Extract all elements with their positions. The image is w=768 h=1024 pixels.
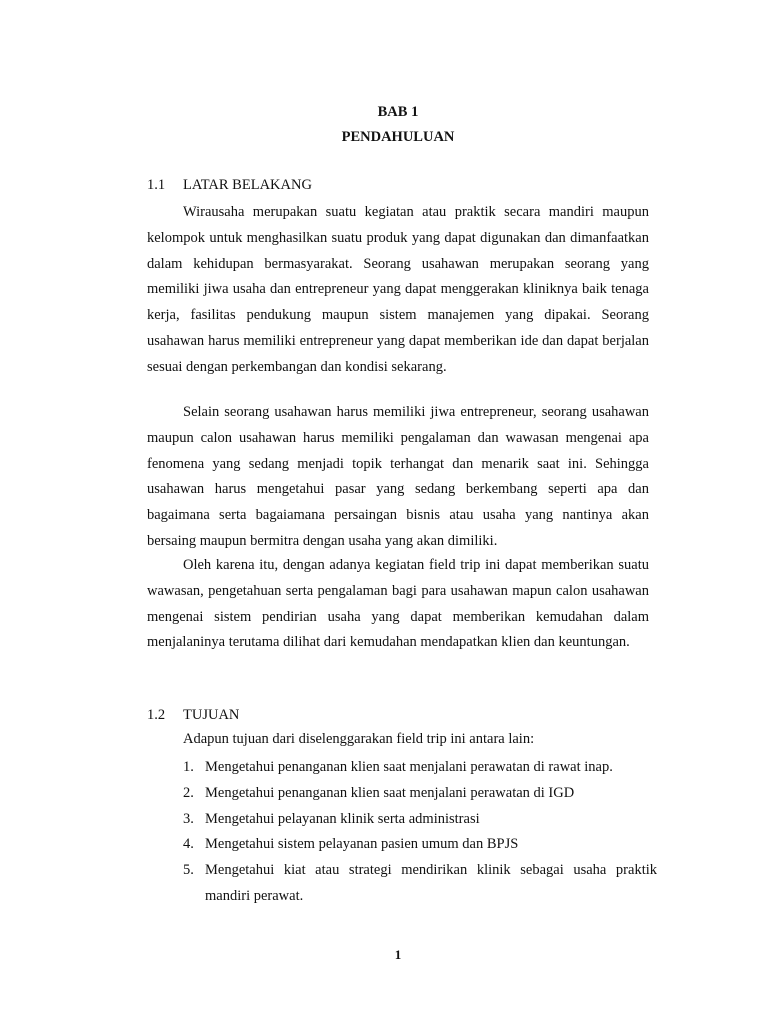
list-item	[183, 858, 657, 910]
list-item-number: 4.	[183, 836, 194, 853]
chapter-number: BAB 1	[377, 104, 419, 120]
list-item-number: 2.	[183, 784, 194, 801]
paragraph: Selain seorang usahawan harus memiliki jiwa entrepreneur, seorang usahawan maupun calon usahawan harus memiliki pengalaman dan wawasan mengenai apa fenomena yang sedang menjadi topik terhangat dan menarik saat ini. Sehingga usahawan harus mengetahui pasar yang sedang berkembang seperti apa dan bagaimana serta bagaiamana persaingan bisnis atau usaha yang nantinya akan bersaing maupun bermitra dengan usaha yang akan dimiliki.	[147, 404, 649, 549]
list-item-text: Mengetahui kiat atau strategi mendirikan klinik sebagai usaha praktik mandiri perawat.	[205, 862, 657, 904]
list-item-text: Mengetahui pelayanan klinik serta administrasi	[205, 810, 480, 827]
list-item	[183, 807, 657, 833]
list-item-number: 5.	[183, 862, 194, 879]
paragraph: Oleh karena itu, dengan adanya kegiatan field trip ini dapat memberikan suatu wawasan, pengetahuan serta pengalaman bagi para usahawan mapun calon usahawan mengenai sistem pendirian usaha yang dapat memberikan kemudahan dalam menjalaninya terutama dilihat dari kemudahan mendapatkan klien dan keuntungan.	[147, 557, 649, 651]
section-title: TUJUAN	[183, 707, 240, 723]
list-item-text: Mengetahui penanganan klien saat menjalani perawatan di rawat inap.	[205, 759, 613, 775]
chapter-title: PENDAHULUAN	[341, 129, 455, 145]
list-item-text: Mengetahui sistem pelayanan pasien umum dan BPJS	[205, 836, 519, 853]
paragraph: Wirausaha merupakan suatu kegiatan atau praktik secara mandiri maupun kelompok untuk menghasilkan suatu produk yang dapat digunakan dan dimanfaatkan dalam kehidupan bermasyarakat. Seorang usahawan merupakan seorang yang memiliki jiwa usaha dan entrepreneur yang dapat menggerakan kliniknya baik tenaga kerja, fasilitas pendukung maupun sistem manajemen yang dipakai. Seorang usahawan harus memiliki entrepreneur yang dapat memberikan ide dan dapat berjalan sesuai dengan perkembangan dan kondisi sekarang.	[147, 204, 649, 375]
list-item-text: Mengetahui penanganan klien saat menjalani perawatan di IGD	[205, 784, 575, 801]
list-item	[183, 832, 657, 858]
section-heading-tujuan	[147, 707, 239, 724]
section-heading-latar-belakang	[147, 177, 312, 194]
section-number: 1.2	[147, 707, 166, 723]
list-item	[183, 781, 657, 807]
list-item-number: 3.	[183, 810, 194, 827]
page-number: 1	[394, 947, 402, 962]
list-item-number: 1.	[183, 759, 194, 775]
goals-intro: Adapun tujuan dari diselenggarakan field trip ini antara lain:	[183, 731, 535, 747]
list-item	[183, 755, 657, 781]
section-title: LATAR BELAKANG	[183, 177, 312, 193]
goals-list	[183, 755, 657, 910]
section-number: 1.1	[147, 177, 166, 193]
